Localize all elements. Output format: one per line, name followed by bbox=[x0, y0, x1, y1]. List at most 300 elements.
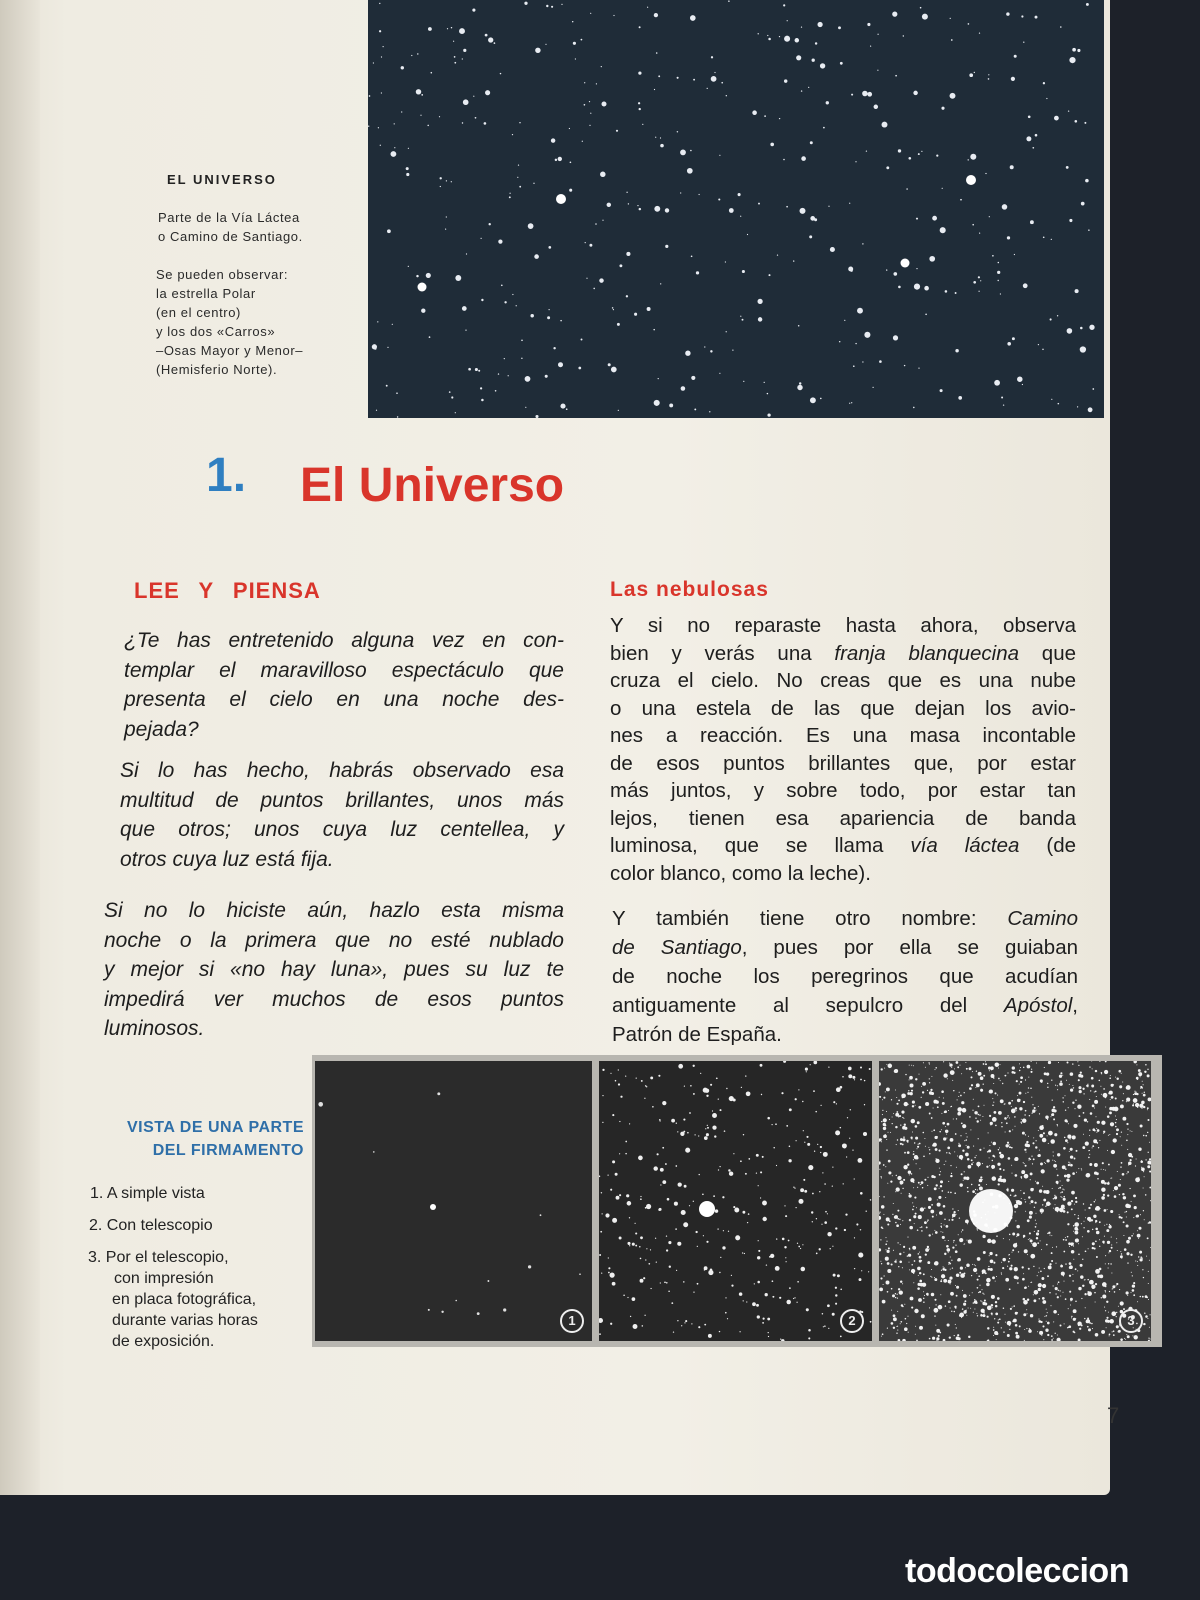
star bbox=[1001, 397, 1003, 399]
star bbox=[916, 1339, 918, 1341]
star bbox=[1048, 1131, 1053, 1136]
star bbox=[1041, 1081, 1043, 1083]
star bbox=[900, 1124, 901, 1125]
star bbox=[959, 1155, 963, 1159]
star bbox=[1103, 1131, 1105, 1133]
star bbox=[1038, 344, 1039, 345]
star bbox=[907, 1164, 909, 1166]
star bbox=[454, 56, 456, 58]
star bbox=[854, 1079, 855, 1080]
star bbox=[428, 1309, 430, 1311]
star bbox=[1126, 1252, 1129, 1255]
star bbox=[885, 1134, 886, 1135]
star bbox=[1042, 1204, 1043, 1205]
star bbox=[1105, 1290, 1106, 1291]
star bbox=[545, 44, 546, 45]
star bbox=[1047, 1119, 1048, 1120]
star bbox=[930, 1089, 932, 1091]
star bbox=[954, 1192, 956, 1194]
star bbox=[1051, 1113, 1054, 1116]
star bbox=[927, 1177, 928, 1178]
star bbox=[979, 1291, 981, 1293]
star bbox=[1035, 134, 1038, 137]
star bbox=[697, 1283, 699, 1285]
star bbox=[1020, 1067, 1021, 1068]
star bbox=[504, 358, 505, 359]
star bbox=[1058, 1188, 1059, 1189]
star bbox=[1110, 1099, 1111, 1100]
star bbox=[927, 1261, 930, 1264]
paragraph-left-3: Si no lo hiciste aún, hazlo esta misma noche o la primera que no esté nublado y mejor si «no hay luna», pues su luz te impedirá ver muchos de esos puntos luminosos. bbox=[104, 899, 564, 1040]
star bbox=[1030, 1239, 1033, 1242]
star bbox=[1025, 1134, 1026, 1135]
star bbox=[977, 1230, 978, 1231]
star bbox=[837, 1274, 840, 1277]
star bbox=[784, 1246, 786, 1248]
star bbox=[1039, 1268, 1040, 1269]
star bbox=[1138, 1238, 1139, 1239]
star bbox=[1089, 1280, 1094, 1285]
star bbox=[1053, 1164, 1057, 1168]
star bbox=[1092, 1229, 1093, 1230]
star bbox=[642, 124, 643, 125]
star bbox=[941, 1113, 942, 1114]
star bbox=[987, 1151, 989, 1153]
star bbox=[920, 1184, 921, 1185]
star bbox=[800, 208, 806, 214]
star bbox=[764, 115, 766, 117]
star bbox=[634, 313, 637, 316]
star bbox=[913, 1153, 915, 1155]
star bbox=[1030, 1282, 1031, 1283]
star bbox=[1003, 1331, 1004, 1332]
star bbox=[1111, 1107, 1115, 1111]
star bbox=[1123, 1196, 1126, 1199]
star bbox=[906, 1140, 908, 1142]
star bbox=[1037, 1230, 1039, 1232]
star bbox=[972, 1110, 973, 1111]
star bbox=[1091, 1285, 1095, 1289]
star bbox=[715, 1209, 718, 1212]
star bbox=[1119, 1289, 1120, 1290]
star bbox=[1083, 1112, 1085, 1114]
star bbox=[1036, 1223, 1037, 1224]
star bbox=[978, 1106, 980, 1108]
star bbox=[886, 269, 887, 270]
star bbox=[936, 155, 938, 157]
star bbox=[1121, 1162, 1123, 1164]
star bbox=[1097, 1270, 1098, 1271]
star bbox=[1089, 1154, 1090, 1155]
star bbox=[909, 1262, 910, 1263]
star bbox=[463, 99, 469, 105]
star bbox=[911, 1065, 912, 1066]
star bbox=[1019, 1107, 1022, 1110]
star bbox=[779, 118, 780, 119]
star bbox=[943, 1097, 944, 1098]
star bbox=[896, 1144, 897, 1145]
star bbox=[1056, 1169, 1057, 1170]
star bbox=[942, 1232, 943, 1233]
star bbox=[999, 1318, 1001, 1320]
star bbox=[1038, 1319, 1039, 1320]
star bbox=[844, 320, 845, 321]
star bbox=[918, 1106, 921, 1109]
star bbox=[1086, 1319, 1090, 1323]
star bbox=[1127, 1134, 1128, 1135]
star bbox=[1088, 1248, 1089, 1249]
star bbox=[1090, 1090, 1091, 1091]
star bbox=[473, 96, 474, 97]
star bbox=[972, 1292, 973, 1293]
star bbox=[839, 341, 840, 342]
star bbox=[1134, 1206, 1137, 1209]
star bbox=[813, 1090, 815, 1092]
star bbox=[1070, 1138, 1071, 1139]
star bbox=[992, 1117, 997, 1122]
star bbox=[756, 1154, 759, 1157]
star bbox=[768, 1332, 769, 1333]
star bbox=[1150, 1200, 1151, 1201]
star bbox=[1029, 1211, 1033, 1215]
star bbox=[687, 168, 693, 174]
star bbox=[1116, 1133, 1118, 1135]
star bbox=[957, 1156, 958, 1157]
star bbox=[1148, 1338, 1149, 1339]
star bbox=[948, 1181, 949, 1182]
star bbox=[892, 1214, 893, 1215]
star bbox=[1069, 219, 1072, 222]
star bbox=[1002, 1083, 1003, 1084]
photo-caption-part1: Parte de la Vía Láctea o Camino de Santiago. bbox=[158, 210, 303, 244]
star bbox=[1101, 1073, 1102, 1074]
star bbox=[967, 1158, 970, 1161]
star bbox=[1099, 1140, 1100, 1141]
star bbox=[877, 34, 878, 35]
star bbox=[983, 1251, 986, 1254]
star bbox=[1023, 283, 1028, 288]
star bbox=[944, 1267, 945, 1268]
star bbox=[806, 1071, 807, 1072]
star bbox=[381, 56, 382, 57]
star bbox=[1095, 1220, 1097, 1222]
star bbox=[988, 1132, 989, 1133]
star bbox=[650, 1288, 651, 1289]
star bbox=[1109, 1091, 1113, 1095]
star bbox=[986, 1283, 990, 1287]
star bbox=[915, 1125, 918, 1128]
star bbox=[1104, 1236, 1105, 1237]
star bbox=[929, 1091, 933, 1095]
star bbox=[660, 1184, 661, 1185]
star bbox=[983, 1075, 985, 1077]
star bbox=[508, 375, 509, 376]
star bbox=[1101, 1121, 1105, 1125]
star bbox=[1118, 1070, 1121, 1073]
star bbox=[896, 1224, 899, 1227]
star bbox=[928, 1206, 931, 1209]
star bbox=[1058, 1281, 1060, 1283]
star bbox=[999, 1111, 1000, 1112]
star bbox=[1040, 1240, 1041, 1241]
star bbox=[961, 1101, 964, 1104]
star bbox=[1053, 1321, 1054, 1322]
star bbox=[909, 1249, 910, 1250]
star bbox=[909, 1193, 910, 1194]
star bbox=[1143, 1171, 1144, 1172]
photo-naked-eye bbox=[315, 1061, 592, 1341]
star bbox=[1066, 1121, 1068, 1123]
star bbox=[989, 1157, 990, 1158]
star bbox=[880, 1277, 882, 1279]
star bbox=[1072, 1280, 1073, 1281]
star bbox=[625, 1076, 626, 1077]
star bbox=[881, 1336, 882, 1337]
star bbox=[573, 42, 576, 45]
star bbox=[690, 1085, 692, 1087]
star bbox=[942, 1236, 945, 1239]
star bbox=[1027, 1065, 1031, 1069]
star bbox=[731, 1275, 732, 1276]
star bbox=[978, 1166, 979, 1167]
star bbox=[966, 1310, 967, 1311]
star bbox=[1002, 1267, 1004, 1269]
star bbox=[1042, 1297, 1045, 1300]
star bbox=[949, 1219, 951, 1221]
star bbox=[995, 1062, 1000, 1067]
star bbox=[1042, 349, 1043, 350]
star bbox=[861, 1270, 862, 1271]
star bbox=[691, 255, 693, 257]
star bbox=[823, 127, 825, 129]
star bbox=[920, 1227, 921, 1228]
star bbox=[1133, 1282, 1135, 1284]
star bbox=[1009, 1234, 1011, 1236]
star bbox=[608, 1257, 609, 1258]
star bbox=[820, 398, 822, 400]
star bbox=[1148, 1097, 1151, 1101]
star bbox=[1101, 1094, 1102, 1095]
star bbox=[727, 1318, 728, 1319]
star bbox=[819, 1248, 821, 1250]
star bbox=[735, 1235, 740, 1240]
star bbox=[955, 1324, 956, 1325]
star bbox=[1051, 1109, 1055, 1113]
star bbox=[903, 1136, 905, 1138]
star bbox=[619, 264, 622, 267]
star bbox=[946, 1225, 949, 1228]
star bbox=[903, 1339, 904, 1340]
star bbox=[972, 224, 974, 226]
star bbox=[1014, 1126, 1015, 1127]
star bbox=[758, 1240, 759, 1241]
star bbox=[509, 193, 510, 194]
star bbox=[1142, 1269, 1143, 1270]
star bbox=[1149, 1170, 1151, 1172]
star bbox=[394, 147, 395, 148]
star bbox=[1020, 1176, 1022, 1178]
star bbox=[1020, 1081, 1022, 1083]
star bbox=[936, 1337, 939, 1340]
star bbox=[1074, 1158, 1076, 1160]
star bbox=[1107, 1241, 1110, 1244]
star bbox=[708, 1334, 712, 1338]
star bbox=[639, 26, 641, 28]
star bbox=[1081, 1223, 1082, 1224]
star bbox=[373, 62, 374, 63]
star bbox=[1103, 1194, 1105, 1196]
star bbox=[373, 1151, 375, 1153]
star bbox=[898, 1266, 899, 1267]
star bbox=[1138, 1069, 1141, 1072]
star bbox=[417, 53, 418, 54]
star bbox=[1143, 1187, 1144, 1188]
star bbox=[1009, 1239, 1010, 1240]
star bbox=[925, 1146, 926, 1147]
star bbox=[992, 1105, 994, 1107]
star bbox=[1070, 1155, 1073, 1158]
star bbox=[1089, 1130, 1090, 1131]
star bbox=[924, 286, 929, 291]
star bbox=[1012, 1252, 1013, 1253]
star bbox=[940, 1231, 941, 1232]
star bbox=[1028, 1160, 1029, 1161]
star bbox=[1068, 1327, 1070, 1329]
star bbox=[941, 1227, 942, 1228]
star bbox=[1068, 1162, 1069, 1163]
star bbox=[1050, 1116, 1051, 1117]
star bbox=[1115, 1077, 1116, 1078]
star bbox=[1072, 1274, 1073, 1275]
star bbox=[956, 1337, 959, 1340]
star bbox=[662, 1147, 664, 1149]
star bbox=[985, 1063, 987, 1065]
star bbox=[1143, 1084, 1144, 1085]
star bbox=[743, 381, 744, 382]
star bbox=[1065, 1237, 1066, 1238]
star bbox=[833, 1101, 835, 1103]
star bbox=[1007, 1072, 1008, 1073]
star bbox=[989, 1255, 990, 1256]
star bbox=[1046, 1190, 1050, 1194]
star bbox=[654, 89, 655, 90]
star bbox=[711, 76, 717, 82]
star bbox=[1074, 1214, 1075, 1215]
star bbox=[1090, 1204, 1092, 1206]
star bbox=[925, 1253, 927, 1255]
star bbox=[969, 73, 973, 77]
star bbox=[793, 1298, 794, 1299]
star bbox=[819, 1191, 820, 1192]
star bbox=[975, 1265, 976, 1266]
star bbox=[1030, 220, 1034, 224]
star bbox=[924, 1179, 926, 1181]
star bbox=[1059, 1290, 1060, 1291]
star bbox=[1143, 1323, 1145, 1325]
star bbox=[1070, 1300, 1071, 1301]
star bbox=[957, 1066, 959, 1068]
star bbox=[804, 1190, 807, 1193]
star bbox=[619, 1121, 620, 1122]
star bbox=[1046, 1202, 1050, 1206]
star bbox=[1099, 1221, 1101, 1223]
star bbox=[798, 1199, 803, 1204]
star bbox=[784, 36, 790, 42]
star bbox=[1139, 1258, 1142, 1261]
star bbox=[943, 1137, 946, 1140]
star bbox=[1101, 1169, 1102, 1170]
star bbox=[987, 1239, 991, 1243]
star bbox=[870, 1321, 872, 1323]
star bbox=[1073, 1245, 1074, 1246]
star bbox=[1051, 1339, 1053, 1341]
star bbox=[1140, 1088, 1141, 1089]
star bbox=[888, 1160, 891, 1163]
star bbox=[1054, 1133, 1057, 1136]
star bbox=[855, 343, 856, 344]
star bbox=[1057, 1124, 1058, 1125]
star bbox=[1096, 1096, 1097, 1097]
star bbox=[927, 1246, 929, 1248]
star bbox=[1147, 1165, 1150, 1168]
star bbox=[636, 1078, 637, 1079]
star bbox=[1109, 1250, 1111, 1252]
star bbox=[827, 1304, 830, 1307]
star bbox=[1091, 1219, 1093, 1221]
star bbox=[1108, 1312, 1109, 1313]
star bbox=[1117, 1250, 1118, 1251]
star bbox=[1069, 1262, 1072, 1265]
star bbox=[1046, 98, 1047, 99]
star bbox=[1040, 1162, 1043, 1165]
star bbox=[553, 347, 555, 349]
star bbox=[947, 1323, 950, 1326]
star bbox=[1068, 1123, 1069, 1124]
star bbox=[915, 1137, 918, 1140]
star bbox=[740, 1160, 742, 1162]
star bbox=[1009, 1258, 1010, 1259]
star bbox=[1057, 1284, 1058, 1285]
star bbox=[660, 144, 664, 148]
star bbox=[919, 1260, 922, 1263]
star bbox=[1141, 1167, 1145, 1171]
star bbox=[836, 1103, 837, 1104]
star bbox=[437, 1092, 440, 1095]
star bbox=[826, 101, 829, 104]
star bbox=[1033, 1158, 1035, 1160]
star bbox=[1057, 1125, 1058, 1126]
star bbox=[1078, 1086, 1081, 1089]
star bbox=[504, 301, 506, 303]
star bbox=[1044, 1162, 1045, 1163]
star bbox=[939, 1097, 940, 1098]
star bbox=[1032, 1163, 1033, 1164]
star bbox=[1020, 1190, 1021, 1191]
star bbox=[918, 1144, 919, 1145]
star bbox=[1094, 1091, 1095, 1092]
star bbox=[1045, 1163, 1046, 1164]
star bbox=[1132, 1289, 1135, 1292]
star bbox=[1057, 1335, 1058, 1336]
star bbox=[634, 1223, 635, 1224]
star bbox=[935, 1304, 936, 1305]
star bbox=[1003, 1169, 1005, 1171]
star bbox=[1115, 1126, 1117, 1128]
star bbox=[956, 1295, 958, 1297]
star bbox=[1060, 1196, 1061, 1197]
star bbox=[1019, 1063, 1020, 1064]
star bbox=[1116, 1078, 1118, 1080]
